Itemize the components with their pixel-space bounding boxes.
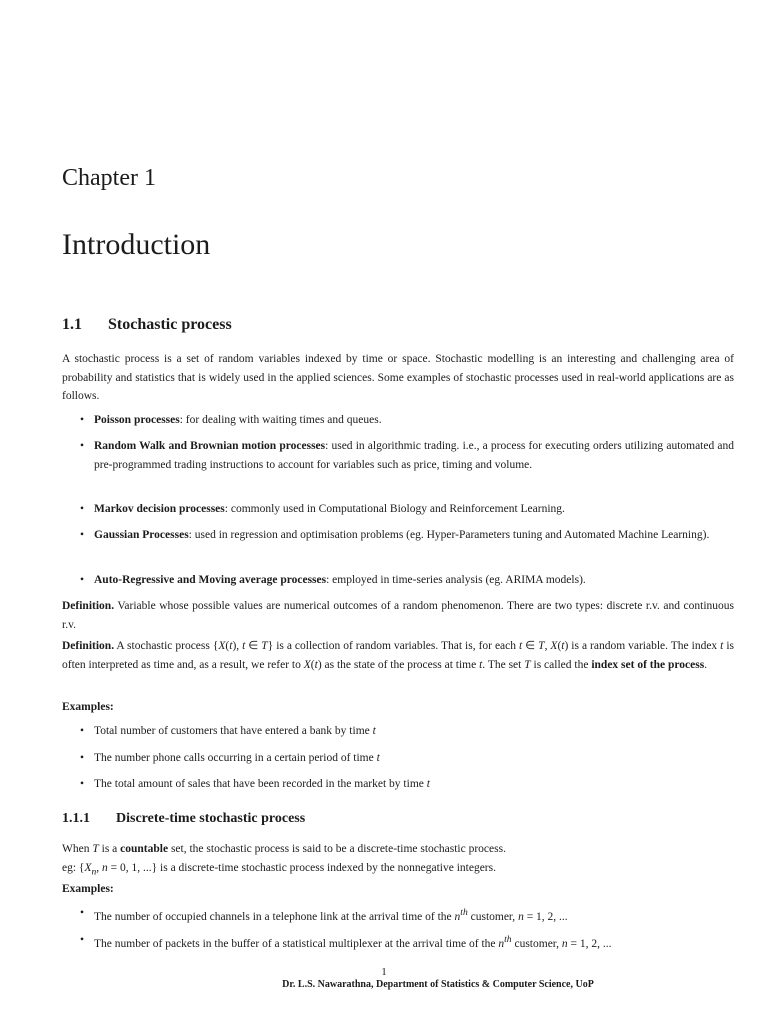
paragraph-text: eg: { — [62, 861, 85, 874]
definition-text: ∈ — [522, 640, 539, 652]
paragraph-text: = 0, 1, ...} is a discrete-time stochastic process indexed by the nonnegative integers. — [107, 861, 496, 874]
list-item — [80, 749, 734, 768]
math-var: t — [229, 640, 233, 652]
list-item — [80, 904, 734, 926]
math-var: t — [479, 658, 483, 671]
math-var: X — [84, 861, 92, 874]
list-item-text: The number phone calls occurring in a certain period of time — [94, 752, 377, 764]
chapter-title: Introduction — [62, 228, 211, 261]
intro-paragraph: A stochastic process is a set of random variables indexed by time or space. Stochastic modelling is an interesting and challenging area of probability and statistics that is widely used in the applied sciences. Some examples of stochastic processes used in real-world applications are as follows. — [62, 353, 734, 402]
bullet-icon: • — [80, 440, 85, 452]
definition-text: ), — [232, 640, 243, 652]
examples-heading — [62, 880, 734, 899]
definition-text: ∈ — [245, 640, 262, 652]
math-sup: th — [460, 907, 468, 918]
list-item-text: The number of packets in the buffer of a statistical multiplexer at the arrival time of the — [94, 937, 499, 950]
definition-text: . The set — [482, 658, 525, 671]
definition-text: ( — [310, 658, 315, 671]
definition-text: , — [544, 640, 551, 652]
math-var: X — [550, 640, 558, 652]
list-item-desc: : used in algorithmic trading. i.e., a process for executing orders utilizing automated and pre-programmed trading instructions to account for variables such as price, timing and volume. — [94, 440, 734, 471]
list-item-text: The number of occupied channels in a telephone link at the arrival time of the — [94, 910, 455, 923]
list-item-text: customer, — [511, 937, 562, 950]
math-sup: th — [504, 934, 512, 945]
math-var: T — [261, 640, 268, 652]
math-var: T — [92, 843, 99, 855]
list-item-text: = 1, 2, ... — [567, 937, 612, 950]
math-var: T — [524, 658, 531, 671]
bullet-icon: • — [80, 574, 85, 586]
section-title: Stochastic process — [108, 316, 232, 333]
list-item-text: = 1, 2, ... — [523, 910, 568, 923]
chapter-label: Chapter 1 — [62, 165, 156, 191]
bullet-icon: • — [80, 752, 85, 764]
math-var: t — [242, 640, 246, 652]
list-item-desc: : used in regression and optimisation problems (eg. Hyper-Parameters tuning and Automated Machine Learning). — [188, 529, 710, 541]
footer-credit: Dr. L.S. Nawarathna, Department of Statistics & Computer Science, UoP — [282, 979, 594, 990]
section-number: 1.1 — [62, 316, 82, 333]
paragraph-text: set, the stochastic process is said to be a discrete-time stochastic process. — [168, 843, 506, 855]
math-var: X — [303, 658, 311, 671]
math-var: t — [518, 640, 523, 652]
list-item-term: Poisson processes — [94, 414, 180, 426]
bullet-icon: • — [80, 414, 85, 426]
bullet-icon: • — [80, 907, 85, 919]
list-item — [80, 411, 734, 430]
bullet-icon: • — [80, 934, 85, 946]
definition-text: ( — [225, 640, 230, 652]
bullet-icon: • — [80, 725, 85, 737]
list-item-term: Auto-Regressive and Moving average processes — [94, 574, 327, 586]
math-var: n — [102, 861, 108, 874]
subsection-heading — [62, 811, 305, 827]
definition-text: ( — [557, 640, 562, 652]
list-item-desc: : employed in time-series analysis (eg. ARIMA models). — [326, 574, 586, 586]
math-var: t — [561, 640, 565, 652]
definition-text: } is a collection of random variables. That is, for each — [267, 640, 519, 652]
definition-text: ) is a random variable. The index — [564, 640, 721, 652]
list-item-term: Random Walk and Brownian motion processes — [94, 440, 326, 452]
paragraph-text: When — [62, 843, 93, 855]
page-number: 1 — [381, 966, 387, 978]
examples-label: Examples: — [62, 883, 114, 895]
math-var: n — [498, 937, 505, 950]
paragraph-text: is a — [98, 843, 121, 855]
definition-text: A stochastic process { — [114, 640, 219, 652]
examples-heading — [62, 698, 734, 717]
list-item — [80, 775, 734, 794]
list-item-text: Total number of customers that have entered a bank by time — [94, 725, 373, 737]
bullet-icon: • — [80, 529, 85, 541]
bullet-icon: • — [80, 503, 85, 515]
paragraph-text: , — [96, 861, 103, 874]
list-item-desc: : for dealing with waiting times and queues. — [179, 414, 382, 426]
list-item — [80, 722, 734, 741]
math-var: n — [518, 910, 524, 923]
math-var: n — [561, 937, 568, 950]
subsection-title: Discrete-time stochastic process — [116, 811, 306, 826]
definition-text: is often interpreted as time and, as a result, we refer to — [62, 640, 734, 671]
math-var: n — [91, 865, 97, 877]
math-var: T — [538, 640, 545, 652]
list-item — [80, 526, 734, 545]
list-item — [80, 931, 734, 953]
list-item-term: Markov decision processes — [94, 503, 225, 515]
bullet-icon: • — [80, 778, 85, 790]
definition-text: Variable whose possible values are numerical outcomes of a random phenomenon. There are two types: discrete r.v. and continuous r.v. — [62, 600, 734, 631]
definition-label: Definition. — [62, 640, 115, 652]
list-item-text: The total amount of sales that have been recorded in the market by time — [94, 778, 427, 790]
math-var: t — [720, 640, 724, 652]
definition-stochastic-process — [62, 637, 734, 674]
math-var: t — [314, 658, 318, 671]
math-var: t — [376, 752, 380, 764]
bold-term: countable — [120, 843, 169, 855]
definition-label: Definition. — [62, 600, 115, 612]
list-item-term: Gaussian Processes — [94, 529, 189, 541]
list-item — [80, 571, 734, 590]
math-var: t — [426, 778, 430, 790]
section-heading — [62, 316, 232, 334]
definition-text: is called the — [530, 658, 592, 671]
subsection-number: 1.1.1 — [62, 811, 90, 826]
definition-text: ) as the state of the process at time — [317, 658, 480, 671]
list-item — [80, 437, 734, 474]
math-var: X — [218, 640, 226, 652]
discrete-definition — [62, 840, 734, 881]
list-item — [80, 500, 734, 519]
definition-text: . — [704, 658, 708, 671]
math-var: t — [372, 725, 376, 737]
math-var: n — [454, 910, 461, 923]
examples-label: Examples: — [62, 701, 114, 713]
definition-rv — [62, 597, 734, 634]
definition-bold-term: index set of the process — [591, 658, 705, 671]
list-item-text: customer, — [467, 910, 519, 923]
list-item-desc: : commonly used in Computational Biology and Reinforcement Learning. — [224, 503, 565, 515]
